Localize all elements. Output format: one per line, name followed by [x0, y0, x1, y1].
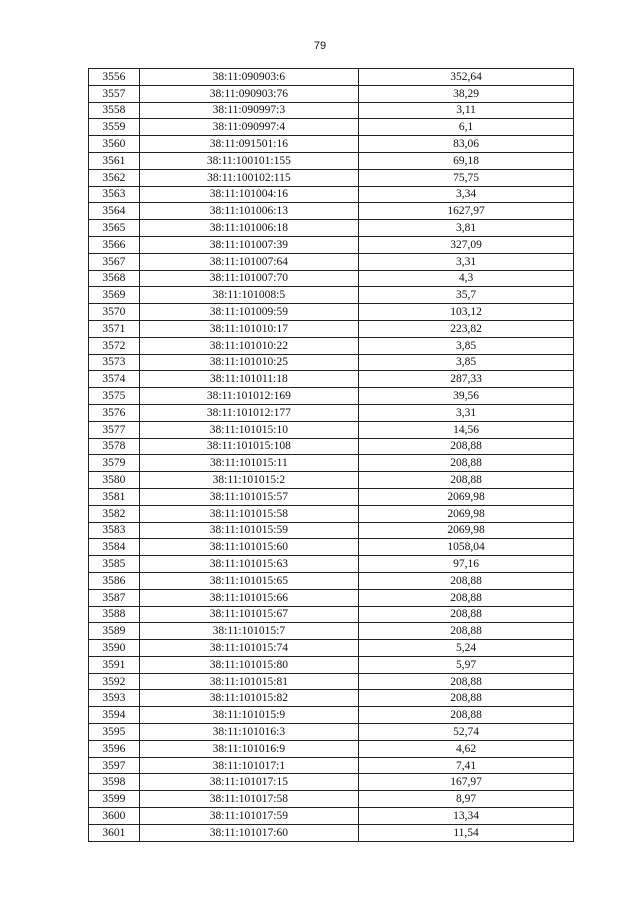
table-row: [89, 824, 574, 841]
table-row: [89, 320, 574, 337]
row-number-cell: 3575: [89, 388, 140, 405]
cadastral-number-cell: 38:11:101010:17: [139, 320, 358, 337]
cadastral-number-cell: 38:11:101015:108: [139, 438, 358, 455]
value-cell: 8,97: [359, 791, 574, 808]
table-row: [89, 757, 574, 774]
row-number-cell: 3595: [89, 724, 140, 741]
table-row: [89, 404, 574, 421]
row-number-cell: 3581: [89, 488, 140, 505]
table-row: [89, 740, 574, 757]
table-row: [89, 808, 574, 825]
row-number-cell: 3557: [89, 85, 140, 102]
table-row: [89, 690, 574, 707]
cadastral-number-cell: 38:11:101015:80: [139, 656, 358, 673]
value-cell: 3,11: [359, 102, 574, 119]
cadastral-number-cell: 38:11:101015:9: [139, 707, 358, 724]
value-cell: 208,88: [359, 572, 574, 589]
value-cell: 103,12: [359, 304, 574, 321]
value-cell: 3,34: [359, 186, 574, 203]
cadastral-number-cell: 38:11:101010:22: [139, 337, 358, 354]
row-number-cell: 3586: [89, 572, 140, 589]
row-number-cell: 3571: [89, 320, 140, 337]
row-number-cell: 3599: [89, 791, 140, 808]
table-row: [89, 236, 574, 253]
row-number-cell: 3601: [89, 824, 140, 841]
row-number-cell: 3596: [89, 740, 140, 757]
table-body: [89, 69, 574, 842]
registry-table: [88, 68, 574, 842]
cadastral-number-cell: 38:11:101011:18: [139, 371, 358, 388]
row-number-cell: 3589: [89, 623, 140, 640]
cadastral-number-cell: 38:11:101004:16: [139, 186, 358, 203]
cadastral-number-cell: 38:11:090903:76: [139, 85, 358, 102]
value-cell: 38,29: [359, 85, 574, 102]
cadastral-number-cell: 38:11:101015:11: [139, 455, 358, 472]
table-row: [89, 388, 574, 405]
table-row: [89, 220, 574, 237]
row-number-cell: 3579: [89, 455, 140, 472]
row-number-cell: 3566: [89, 236, 140, 253]
table-row: [89, 438, 574, 455]
value-cell: 208,88: [359, 472, 574, 489]
table-row: [89, 421, 574, 438]
value-cell: 208,88: [359, 589, 574, 606]
cadastral-number-cell: 38:11:100102:115: [139, 169, 358, 186]
value-cell: 208,88: [359, 606, 574, 623]
value-cell: 83,06: [359, 136, 574, 153]
value-cell: 75,75: [359, 169, 574, 186]
table-row: [89, 136, 574, 153]
cadastral-number-cell: 38:11:090997:3: [139, 102, 358, 119]
row-number-cell: 3588: [89, 606, 140, 623]
cadastral-number-cell: 38:11:101015:2: [139, 472, 358, 489]
value-cell: 4,62: [359, 740, 574, 757]
cadastral-number-cell: 38:11:101015:65: [139, 572, 358, 589]
page-number: 79: [313, 40, 327, 52]
cadastral-number-cell: 38:11:101015:58: [139, 505, 358, 522]
table-row: [89, 791, 574, 808]
row-number-cell: 3567: [89, 253, 140, 270]
table-row: [89, 472, 574, 489]
cadastral-number-cell: 38:11:101017:60: [139, 824, 358, 841]
row-number-cell: 3574: [89, 371, 140, 388]
value-cell: 208,88: [359, 623, 574, 640]
value-cell: 208,88: [359, 707, 574, 724]
value-cell: 35,7: [359, 287, 574, 304]
value-cell: 287,33: [359, 371, 574, 388]
value-cell: 3,85: [359, 354, 574, 371]
row-number-cell: 3585: [89, 556, 140, 573]
row-number-cell: 3580: [89, 472, 140, 489]
row-number-cell: 3568: [89, 270, 140, 287]
table-row: [89, 724, 574, 741]
cadastral-number-cell: 38:11:101016:3: [139, 724, 358, 741]
cadastral-number-cell: 38:11:101006:18: [139, 220, 358, 237]
cadastral-number-cell: 38:11:101006:13: [139, 203, 358, 220]
cadastral-number-cell: 38:11:101015:59: [139, 522, 358, 539]
table-row: [89, 152, 574, 169]
cadastral-number-cell: 38:11:101017:15: [139, 774, 358, 791]
table-row: [89, 203, 574, 220]
table-row: [89, 522, 574, 539]
value-cell: 97,16: [359, 556, 574, 573]
value-cell: 352,64: [359, 69, 574, 86]
cadastral-number-cell: 38:11:101015:74: [139, 640, 358, 657]
table-row: [89, 640, 574, 657]
row-number-cell: 3584: [89, 539, 140, 556]
value-cell: 327,09: [359, 236, 574, 253]
table-row: [89, 774, 574, 791]
cadastral-number-cell: 38:11:101017:1: [139, 757, 358, 774]
cadastral-number-cell: 38:11:101015:60: [139, 539, 358, 556]
table-row: [89, 623, 574, 640]
cadastral-number-cell: 38:11:101007:64: [139, 253, 358, 270]
value-cell: 3,81: [359, 220, 574, 237]
cadastral-number-cell: 38:11:090903:6: [139, 69, 358, 86]
cadastral-number-cell: 38:11:101007:39: [139, 236, 358, 253]
row-number-cell: 3591: [89, 656, 140, 673]
table-row: [89, 169, 574, 186]
value-cell: 167,97: [359, 774, 574, 791]
value-cell: 52,74: [359, 724, 574, 741]
value-cell: 4,3: [359, 270, 574, 287]
cadastral-number-cell: 38:11:101010:25: [139, 354, 358, 371]
row-number-cell: 3570: [89, 304, 140, 321]
cadastral-number-cell: 38:11:101015:10: [139, 421, 358, 438]
row-number-cell: 3587: [89, 589, 140, 606]
table-row: [89, 253, 574, 270]
table-row: [89, 488, 574, 505]
row-number-cell: 3561: [89, 152, 140, 169]
row-number-cell: 3563: [89, 186, 140, 203]
cadastral-number-cell: 38:11:101015:82: [139, 690, 358, 707]
table-row: [89, 69, 574, 86]
cadastral-number-cell: 38:11:101017:59: [139, 808, 358, 825]
row-number-cell: 3565: [89, 220, 140, 237]
value-cell: 2069,98: [359, 522, 574, 539]
value-cell: 223,82: [359, 320, 574, 337]
row-number-cell: 3559: [89, 119, 140, 136]
table-row: [89, 505, 574, 522]
cadastral-number-cell: 38:11:101012:169: [139, 388, 358, 405]
table-row: [89, 707, 574, 724]
table-row: [89, 673, 574, 690]
table-row: [89, 186, 574, 203]
row-number-cell: 3573: [89, 354, 140, 371]
value-cell: 2069,98: [359, 505, 574, 522]
value-cell: 208,88: [359, 673, 574, 690]
row-number-cell: 3594: [89, 707, 140, 724]
row-number-cell: 3564: [89, 203, 140, 220]
row-number-cell: 3558: [89, 102, 140, 119]
row-number-cell: 3578: [89, 438, 140, 455]
table-row: [89, 119, 574, 136]
table-row: [89, 304, 574, 321]
row-number-cell: 3556: [89, 69, 140, 86]
value-cell: 14,56: [359, 421, 574, 438]
value-cell: 2069,98: [359, 488, 574, 505]
value-cell: 208,88: [359, 690, 574, 707]
value-cell: 208,88: [359, 455, 574, 472]
value-cell: 6,1: [359, 119, 574, 136]
table-row: [89, 354, 574, 371]
table-row: [89, 589, 574, 606]
cadastral-number-cell: 38:11:101007:70: [139, 270, 358, 287]
value-cell: 7,41: [359, 757, 574, 774]
row-number-cell: 3569: [89, 287, 140, 304]
cadastral-number-cell: 38:11:091501:16: [139, 136, 358, 153]
table-row: [89, 85, 574, 102]
table-row: [89, 270, 574, 287]
value-cell: 3,31: [359, 404, 574, 421]
row-number-cell: 3582: [89, 505, 140, 522]
row-number-cell: 3577: [89, 421, 140, 438]
cadastral-number-cell: 38:11:101008:5: [139, 287, 358, 304]
cadastral-number-cell: 38:11:090997:4: [139, 119, 358, 136]
row-number-cell: 3583: [89, 522, 140, 539]
cadastral-number-cell: 38:11:101015:81: [139, 673, 358, 690]
row-number-cell: 3598: [89, 774, 140, 791]
cadastral-number-cell: 38:11:101015:57: [139, 488, 358, 505]
row-number-cell: 3600: [89, 808, 140, 825]
value-cell: 11,54: [359, 824, 574, 841]
table-row: [89, 539, 574, 556]
table-row: [89, 572, 574, 589]
table-row: [89, 455, 574, 472]
cadastral-number-cell: 38:11:100101:155: [139, 152, 358, 169]
row-number-cell: 3593: [89, 690, 140, 707]
row-number-cell: 3560: [89, 136, 140, 153]
table-row: [89, 371, 574, 388]
table-row: [89, 656, 574, 673]
cadastral-number-cell: 38:11:101015:67: [139, 606, 358, 623]
table-row: [89, 337, 574, 354]
cadastral-number-cell: 38:11:101016:9: [139, 740, 358, 757]
row-number-cell: 3562: [89, 169, 140, 186]
table-row: [89, 606, 574, 623]
table-row: [89, 556, 574, 573]
cadastral-number-cell: 38:11:101015:66: [139, 589, 358, 606]
row-number-cell: 3590: [89, 640, 140, 657]
value-cell: 1627,97: [359, 203, 574, 220]
row-number-cell: 3572: [89, 337, 140, 354]
cadastral-number-cell: 38:11:101009:59: [139, 304, 358, 321]
table-row: [89, 102, 574, 119]
cadastral-number-cell: 38:11:101015:7: [139, 623, 358, 640]
value-cell: 5,97: [359, 656, 574, 673]
row-number-cell: 3576: [89, 404, 140, 421]
cadastral-number-cell: 38:11:101012:177: [139, 404, 358, 421]
table-row: [89, 287, 574, 304]
value-cell: 1058,04: [359, 539, 574, 556]
cadastral-number-cell: 38:11:101017:58: [139, 791, 358, 808]
value-cell: 13,34: [359, 808, 574, 825]
value-cell: 69,18: [359, 152, 574, 169]
value-cell: 3,31: [359, 253, 574, 270]
row-number-cell: 3597: [89, 757, 140, 774]
value-cell: 39,56: [359, 388, 574, 405]
cadastral-number-cell: 38:11:101015:63: [139, 556, 358, 573]
value-cell: 5,24: [359, 640, 574, 657]
value-cell: 208,88: [359, 438, 574, 455]
value-cell: 3,85: [359, 337, 574, 354]
row-number-cell: 3592: [89, 673, 140, 690]
